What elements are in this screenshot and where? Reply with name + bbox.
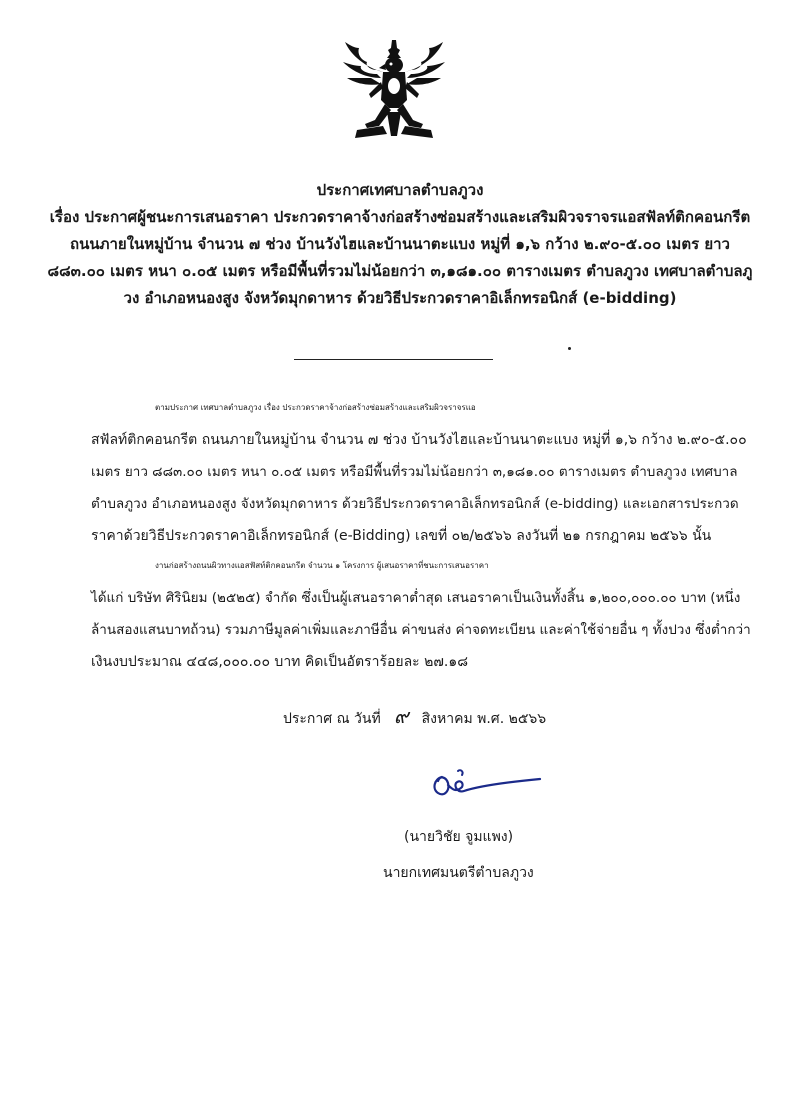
paragraph-line: ราคาด้วยวิธีประกวดราคาอิเล็กทรอนิกส์ (e-Bidding) เลขที่ ๐๒/๒๕๖๖ ลงวันที่ ๒๑ กรกฎาคม ๒๕๖๖ นั้น xyxy=(91,528,712,544)
paragraph-line: เมตร ยาว ๘๘๓.๐๐ เมตร หนา ๐.๐๕ เมตร หรือมีพื้นที่รวมไม่น้อยกว่า ๓,๑๘๑.๐๐ ตารางเมตร ตำบลภูวง เทศบาล xyxy=(91,464,738,480)
ink-dot xyxy=(568,347,571,350)
announcement-suffix: สิงหาคม พ.ศ. ๒๕๖๖ xyxy=(421,711,547,727)
subject-line: เรื่อง ประกาศผู้ชนะการเสนอราคา ประกวดราคาจ้างก่อสร้างซ่อมสร้างและเสริมผิวจราจรแอสฟัลท์ติกคอนกรีต xyxy=(49,208,751,226)
paragraph-line: สฟัลท์ติกคอนกรีต ถนนภายในหมู่บ้าน จำนวน ๗ ช่วง บ้านวังไฮและบ้านนาตะแบง หมู่ที่ ๑,๖ กว้าง ๒.๙๐-๕.๐๐ xyxy=(91,432,747,448)
subject-line: ถนนภายในหมู่บ้าน จำนวน ๗ ช่วง บ้านวังไฮและบ้านนาตะแบง หมู่ที่ ๑,๖ กว้าง ๒.๙๐-๕.๐๐ เมตร ยาว xyxy=(70,235,730,253)
document-title: ประกาศเทศบาลตำบลภูวง xyxy=(316,181,484,199)
paragraph-line: งานก่อสร้างถนนผิวทางแอสฟัสท์ติกคอนกรีต จำนวน ๑ โครงการ ผู้เสนอราคาที่ชนะการเสนอราคา xyxy=(155,561,489,570)
subject-line: วง อำเภอหนองสูง จังหวัดมุกดาหาร ด้วยวิธีประกวดราคาอิเล็กทรอนิกส์ (e-bidding) xyxy=(123,289,677,307)
subject-line: ๘๘๓.๐๐ เมตร หนา ๐.๐๕ เมตร หรือมีพื้นที่รวมไม่น้อยกว่า ๓,๑๘๑.๐๐ ตารางเมตร ตำบลภูวง เทศบาลตำบลภู xyxy=(47,262,753,280)
paragraph-line: ได้แก่ บริษัท ศิรินิยม (๒๕๒๕) จำกัด ซึ่งเป็นผู้เสนอราคาต่ำสุด เสนอราคาเป็นเงินทั้งสิ้น ๑,๒๐๐,๐๐๐.๐๐ บาท (หนึ่ง xyxy=(91,590,741,606)
garuda-emblem xyxy=(337,38,451,142)
paragraph-line: เงินงบประมาณ ๔๔๘,๐๐๐.๐๐ บาท คิดเป็นอัตราร้อยละ ๒๗.๑๘ xyxy=(91,654,469,670)
paragraph-line: ตำบลภูวง อำเภอหนองสูง จังหวัดมุกดาหาร ด้วยวิธีประกวดราคาอิเล็กทรอนิกส์ (e-bidding) และเอกสารประกวด xyxy=(91,496,739,512)
announcement-prefix: ประกาศ ณ วันที่ xyxy=(283,711,381,727)
document-subject xyxy=(40,204,760,312)
signatory-name: (นายวิชัย จูมแพง) xyxy=(404,829,514,845)
divider-line xyxy=(294,359,493,360)
signatory-position: นายกเทศมนตรีตำบลภูวง xyxy=(383,865,534,881)
announcement-day: ๙ xyxy=(393,704,409,728)
handwritten-signature xyxy=(428,767,544,807)
paragraph-line: ตามประกาศ เทศบาลตำบลภูวง เรื่อง ประกวดราคาจ้างก่อสร้างซ่อมสร้างและเสริมผิวจราจรแอ xyxy=(155,403,476,412)
announcement-date xyxy=(283,700,546,732)
paragraph-line: ล้านสองแสนบาทถ้วน) รวมภาษีมูลค่าเพิ่มและภาษีอื่น ค่าขนส่ง ค่าจดทะเบียน และค่าใช้จ่ายอื่น ๆ ทั้งปวง ซึ่งต่ำกว่า xyxy=(91,622,751,638)
